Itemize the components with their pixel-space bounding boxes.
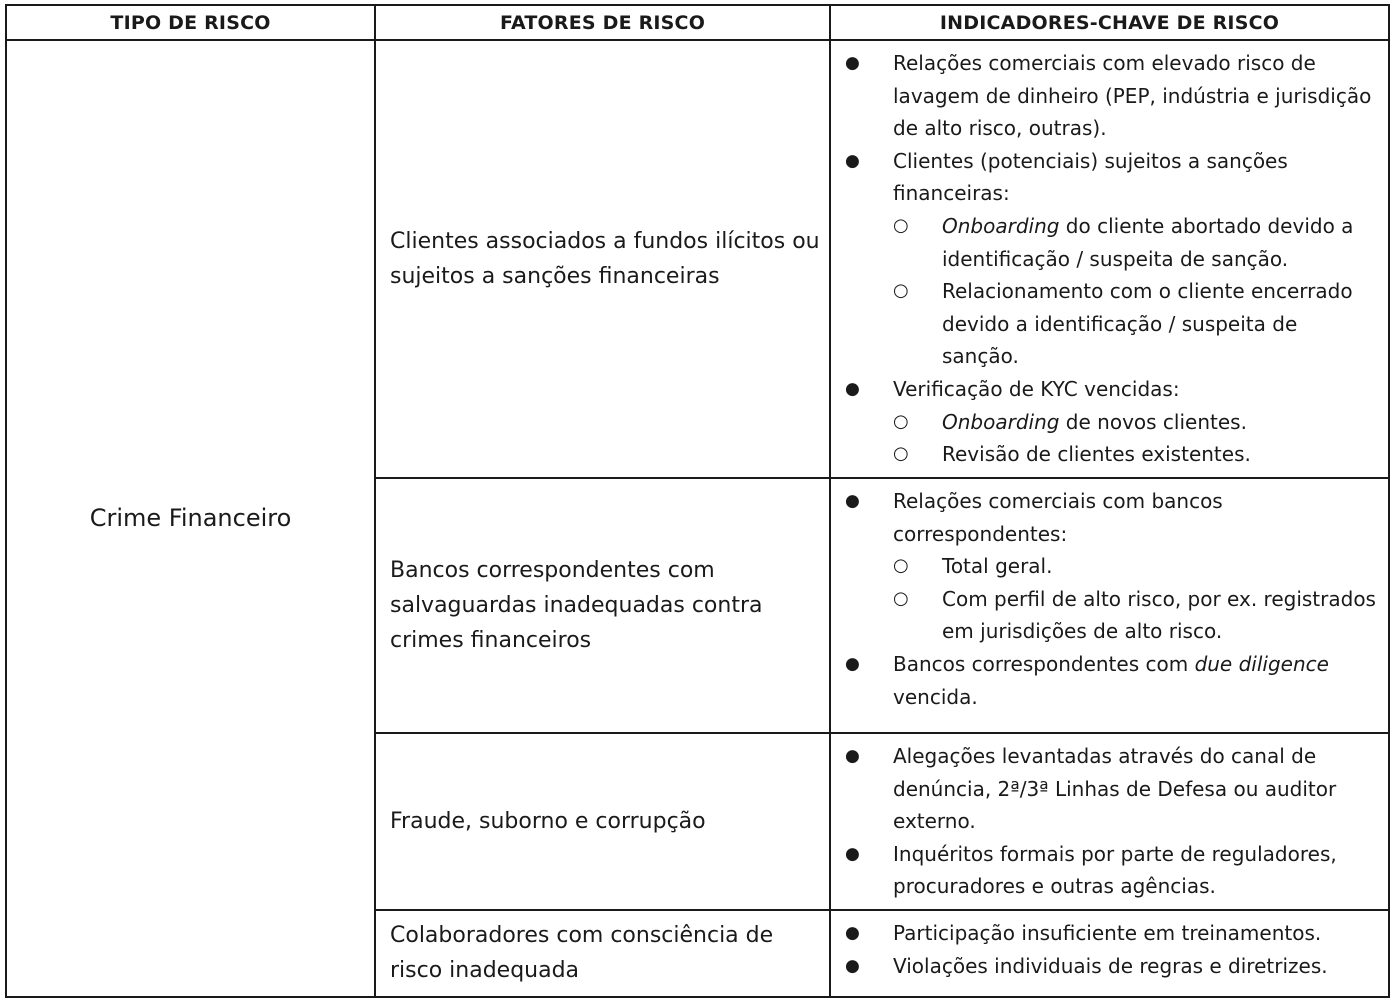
circle-bullet-icon: ○ [893,443,909,465]
risk-factor-text: Fraude, suborno e corrupção [390,808,706,834]
sub-indicator-item: ○ Onboarding de novos clientes. [893,406,1378,439]
header-risk-factors: FATORES DE RISCO [375,5,830,40]
sub-indicator-item: ○ Onboarding do cliente abortado devido a identificação / suspeita de sanção. [893,210,1378,275]
risk-factor-text: Bancos correspondentes com salvaguardas inadequadas contra crimes financeiros [390,558,763,653]
header-key-risk-indicators: INDICADORES-CHAVE DE RISCO [830,5,1389,40]
sub-indicator-item: ○ Relacionamento com o cliente encerrado devido a identificação / suspeita de sanção. [893,275,1378,373]
circle-bullet-icon: ○ [893,410,909,432]
risk-factor-text: Clientes associados a fundos ilícitos ou sujeitos a sanções financeiras [390,229,820,289]
header-row [6,5,1389,40]
circle-bullet-icon: ○ [893,555,909,577]
indicator-list [831,485,1378,713]
indicators-cell [830,478,1389,733]
sub-indicator-item: ○ Com perfil de alto risco, por ex. registrados em jurisdições de alto risco. [893,583,1378,648]
indicator-list [831,47,1378,471]
indicators-cell [830,733,1389,910]
indicator-item: ● Participação insuficiente em treinamentos. [831,917,1378,950]
risk-table [5,4,1390,998]
indicator-item: ● Alegações levantadas através do canal de denúncia, 2ª/3ª Linhas de Defesa ou auditor externo. [831,740,1378,838]
circle-bullet-icon: ○ [893,587,909,609]
indicator-list [831,917,1378,982]
sub-indicator-list [893,406,1378,471]
indicator-item: ● Bancos correspondentes com due diligence vencida. [831,648,1378,713]
bullet-icon: ● [845,378,860,399]
risk-factor-cell [375,733,830,910]
indicator-item: ● Relações comerciais com elevado risco de lavagem de dinheiro (PEP, indústria e jurisdição de alto risco, outras). [831,47,1378,145]
bullet-icon: ● [845,53,860,73]
risk-type-label: Crime Financeiro [89,504,292,533]
indicator-item: ● Relações comerciais com bancos correspondentes: ○ Total geral. ○ Com perfil de alto risco, por ex. registrados em jurisdições de alto risco. [831,485,1378,648]
header-risk-type: TIPO DE RISCO [6,5,375,40]
table-row [6,40,1389,478]
indicators-cell [830,40,1389,478]
circle-bullet-icon: ○ [893,214,909,236]
bullet-icon: ● [845,922,860,943]
indicator-item: ● Clientes (potenciais) sujeitos a sanções financeiras: ○ Onboarding do cliente abortado devido a identificação / suspeita de sanção. ○ Relacionamento com o cliente encerrado devido a identificação / suspeita de sanção. [831,145,1378,373]
bullet-icon: ● [845,653,860,674]
risk-factor-cell [375,910,830,997]
bullet-icon: ● [845,843,860,864]
sub-indicator-item: ○ Total geral. [893,550,1378,583]
indicators-cell [830,910,1389,997]
bullet-icon: ● [845,491,860,511]
circle-bullet-icon: ○ [893,280,909,302]
sub-indicator-list [893,550,1378,648]
risk-factor-cell [375,40,830,478]
bullet-icon: ● [845,150,860,171]
bullet-icon: ● [845,955,860,976]
risk-factor-cell [375,478,830,733]
risk-type-cell [6,40,375,997]
risk-factor-text: Colaboradores com consciência de risco inadequada [390,923,774,984]
indicator-item: ● Violações individuais de regras e diretrizes. [831,950,1378,983]
bullet-icon: ● [845,746,860,766]
sub-indicator-list [893,210,1378,373]
indicator-list [831,740,1378,903]
indicator-item: ● Verificação de KYC vencidas: ○ Onboarding de novos clientes. ○ Revisão de clientes existentes. [831,373,1378,471]
indicator-item: ● Inquéritos formais por parte de reguladores, procuradores e outras agências. [831,838,1378,903]
sub-indicator-item: ○ Revisão de clientes existentes. [893,438,1378,471]
